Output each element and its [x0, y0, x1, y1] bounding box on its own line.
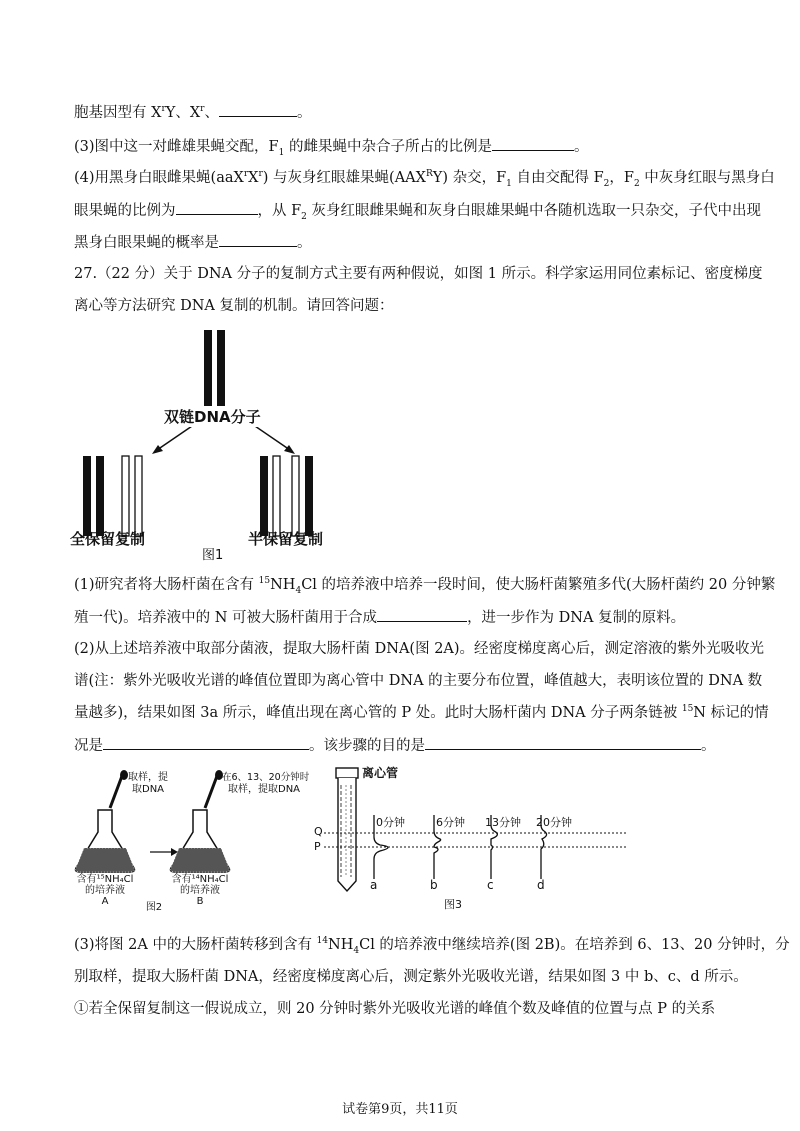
figure-3-drawing: [310, 765, 630, 915]
fig2-a-top-line1: 取样，提: [128, 772, 168, 783]
fig1-right-label: 半保留复制: [248, 530, 324, 548]
answer-blank: [176, 200, 258, 215]
arrow-left: [157, 424, 195, 450]
fig3-caption: 图3: [444, 898, 462, 911]
q26-sub4-line2: 眼果蝇的比例为 ，从 $F_2$ 灰身红眼雌果蝇和灰身白眼雄果蝇中各随机选取一只杂交，子代中出现: [74, 200, 761, 221]
answer-blank: [377, 607, 467, 622]
letter-a: a: [370, 878, 378, 892]
dropper-b: [205, 770, 223, 808]
time-label-d: 20分钟: [536, 816, 572, 829]
q26-line-genotypes: 胞基因型有 $X^rY$、$X^r$、 。: [74, 102, 311, 123]
q26-sub3: (3)图中这一对雌雄果蝇交配，$F_1$ 的雌果蝇中杂合子所占的比例是 。: [74, 136, 588, 157]
q27-sub2-line2: 谱(注：紫外光吸收光谱的峰值位置即为离心管中 DNA 的主要分布位置，峰值越大，表明该位置的 DNA 数: [74, 673, 763, 689]
fig2-a-bottom-line3: A: [101, 896, 109, 907]
fig2-a-top-line2: 取DNA: [132, 784, 165, 795]
page-footer: 试卷第9页，共11页: [342, 1102, 458, 1117]
q27-intro-line2: 离心等方法研究 DNA 复制的机制。请回答问题：: [74, 298, 394, 314]
conservative-new-strand: [122, 456, 129, 536]
fig2-a-bottom-line1: 含有¹⁵NH₄Cl: [76, 874, 134, 885]
conservative-new-strand: [135, 456, 142, 536]
figure-3: [310, 765, 630, 915]
fig1-left-label: 全保留复制: [70, 530, 146, 548]
q27-intro-line1: 27.（22 分）关于 DNA 分子的复制方式主要有两种假说，如图 1 所示。科学家运用同位素标记、密度梯度: [74, 266, 763, 282]
fig2-caption: 图2: [145, 902, 163, 913]
q27-sub3-line2: 别取样，提取大肠杆菌 DNA，经密度梯度离心后，测定紫外光吸收光谱，结果如图 3 中 b、c、d 所示。: [74, 969, 748, 985]
fig2-b-top-line1: 在6、13、20分钟时: [222, 772, 310, 783]
semiconservative-new-strand: [273, 456, 280, 536]
letter-c: c: [487, 878, 494, 892]
fig2-b-bottom-line3: B: [196, 896, 204, 907]
q27-sub1-line1: (1)研究者将大肠杆菌在含有 $^{15}NH_4Cl$ 的培养液中培养一段时间，使大肠杆菌繁殖多代(大肠杆菌约 20 分钟繁: [74, 576, 776, 596]
tube-label: 离心管: [362, 766, 399, 780]
answer-blank: [425, 735, 701, 750]
centrifuge-tube: [336, 768, 358, 891]
p-label: P: [314, 840, 321, 853]
q27-sub3-line3: ①若全保留复制这一假说成立，则 20 分钟时紫外光吸收光谱的峰值个数及峰值的位置与点 P 的关系: [74, 1001, 716, 1017]
time-label-c: 13分钟: [485, 816, 521, 829]
q27-sub2-line1: (2)从上述培养液中取部分菌液，提取大肠杆菌 DNA(图 2A)。经密度梯度离心后，测定溶液的紫外光吸收光: [74, 641, 765, 657]
figure-2: [72, 770, 312, 918]
parent-strand-left: [204, 330, 212, 414]
semiconservative-new-strand: [292, 456, 299, 536]
parent-strand-right: [217, 330, 225, 414]
conservative-old-strand: [96, 456, 104, 536]
time-label-b: 6分钟: [436, 816, 465, 829]
conservative-old-strand: [83, 456, 91, 536]
figure-1: [70, 320, 360, 565]
fig1-caption: 图1: [202, 548, 224, 563]
arrow-right: [252, 424, 290, 450]
letter-b: b: [430, 878, 438, 892]
answer-blank: [219, 102, 297, 117]
fig2-b-top-line2: 取样，提取DNA: [228, 784, 301, 795]
time-label-a: 0分钟: [376, 816, 405, 829]
fig1-center-label: 双链DNA分子: [164, 408, 261, 426]
semiconservative-old-strand: [305, 456, 313, 536]
q27-sub1-line2: 殖一代)。培养液中的 N 可被大肠杆菌用于合成 ，进一步作为 DNA 复制的原料。: [74, 607, 685, 628]
answer-blank: [219, 232, 297, 247]
fig2-a-bottom-line2: 的培养液: [85, 885, 125, 896]
answer-blank: [103, 735, 309, 750]
letter-d: d: [537, 878, 545, 892]
q27-sub2-line3: 量越多)，结果如图 3a 所示，峰值出现在离心管的 P 处。此时大肠杆菌内 DNA 分子两条链被 $^{15}$N 标记的情: [74, 704, 769, 721]
q-label: Q: [314, 825, 323, 838]
answer-blank: [492, 136, 574, 151]
flask-b: [171, 810, 230, 872]
fig2-b-bottom-line1: 含有¹⁴NH₄Cl: [171, 874, 229, 885]
q27-sub2-line4: 况是 。该步骤的目的是 。: [74, 735, 716, 756]
semiconservative-old-strand: [260, 456, 268, 536]
q26-sub4-line3: 黑身白眼果蝇的概率是 。: [74, 232, 312, 253]
flask-a: [76, 810, 135, 872]
dropper-a: [110, 770, 128, 808]
fig2-b-bottom-line2: 的培养液: [180, 885, 220, 896]
q27-sub3-line1: (3)将图 2A 中的大肠杆菌转移到含有 $^{14}NH_4Cl$ 的培养液中继续培养(图 2B)。在培养到 6、13、20 分钟时，分: [74, 936, 790, 956]
q26-sub4-line1: (4)用黑身白眼雌果蝇$(aaX^rX^r)$ 与灰身红眼雄果蝇$(AAX^RY)$ 杂交，$F_1$ 自由交配得 $F_2$，$F_2$ 中灰身红眼与黑身白: [74, 169, 775, 189]
